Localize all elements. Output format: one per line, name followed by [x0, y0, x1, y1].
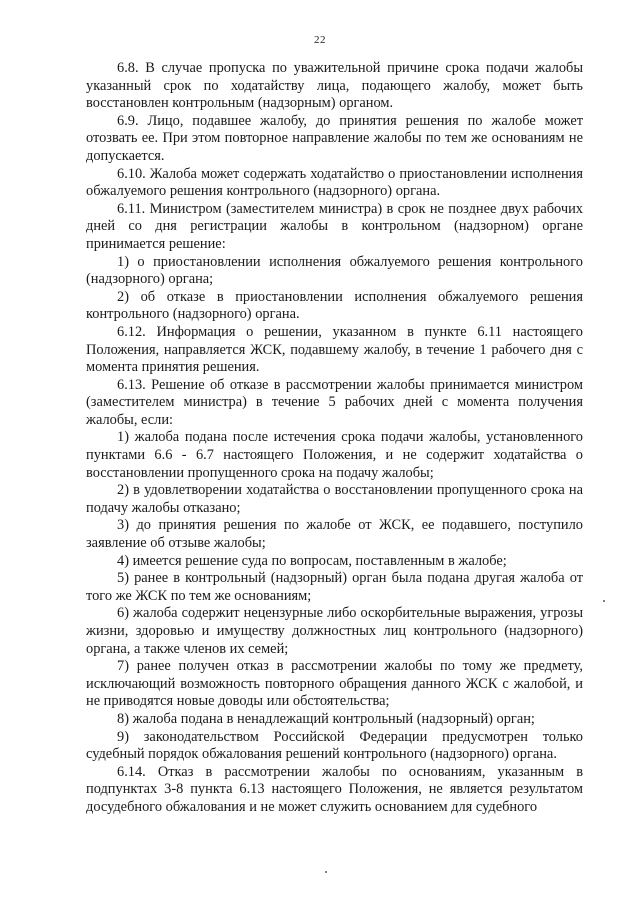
paragraph-6-13: 6.13. Решение об отказе в рассмотрении жалобы принимается министром (заместителем министра) в течение 5 рабочих дней с момента получения жалобы, если:: [86, 376, 583, 428]
paragraph-6-13-item-3: 3) до принятия решения по жалобе от ЖСК, ее подавшего, поступило заявление об отзыве жалобы;: [86, 517, 583, 552]
document-body: [86, 60, 583, 817]
paragraph-6-11-item-1: 1) о приостановлении исполнения обжалуемого решения контрольного (надзорного) органа;: [86, 253, 583, 288]
paragraph-6-11: 6.11. Министром (заместителем министра) в срок не позднее двух рабочих дней со дня регистрации жалобы в контрольном (надзорном) органе принимается решение:: [86, 200, 583, 252]
paragraph-6-11-item-2: 2) об отказе в приостановлении исполнения обжалуемого решения контрольного (надзорного) органа.: [86, 288, 583, 323]
paragraph-6-8: 6.8. В случае пропуска по уважительной причине срока подачи жалобы указанный срок по ходатайству лица, подающего жалобу, может быть восстановлен контрольным (надзорным) органом.: [86, 60, 583, 112]
paragraph-6-14: 6.14. Отказ в рассмотрении жалобы по основаниям, указанным в подпунктах 3-8 пункта 6.13 настоящего Положения, не является результатом досудебного обжалования и не может служить основанием для судебного: [86, 763, 583, 815]
page-number: 22: [314, 34, 326, 46]
paragraph-6-13-item-1: 1) жалоба подана после истечения срока подачи жалобы, установленного пунктами 6.6 - 6.7 настоящего Положения, и не содержит ходатайства о восстановлении пропущенного срока на подачу жалобы;: [86, 429, 583, 481]
paragraph-6-13-item-6: 6) жалоба содержит нецензурные либо оскорбительные выражения, угрозы жизни, здоровью и имуществу должностных лиц контрольного (надзорного) органа, а также членов их семей;: [86, 605, 583, 657]
paragraph-6-13-item-5: 5) ранее в контрольный (надзорный) орган была подана другая жалоба от того же ЖСК по тем же основаниям;: [86, 570, 583, 604]
paragraph-6-13-item-9: 9) законодательством Российской Федерации предусмотрен только судебный порядок обжалования решений контрольного (надзорного) органа.: [86, 728, 583, 763]
paragraph-6-13-item-4: 4) имеется решение суда по вопросам, поставленным в жалобе;: [117, 552, 507, 569]
paragraph-6-10: 6.10. Жалоба может содержать ходатайство о приостановлении исполнения обжалуемого решения контрольного (надзорного) органа.: [86, 165, 583, 200]
scan-speck: [603, 600, 605, 602]
paragraph-6-9: 6.9. Лицо, подавшее жалобу, до принятия решения по жалобе может отозвать ее. При этом повторное направление жалобы по тем же основаниям не допускается.: [86, 112, 583, 164]
paragraph-6-12: 6.12. Информация о решении, указанном в пункте 6.11 настоящего Положения, направляется ЖСК, подавшему жалобу, в течение 1 рабочего дня с момента принятия решения.: [86, 323, 583, 376]
paragraph-6-13-item-2: 2) в удовлетворении ходатайства о восстановлении пропущенного срока на подачу жалобы отказано;: [86, 482, 583, 516]
scan-speck: [325, 871, 327, 873]
paragraph-6-13-item-7: 7) ранее получен отказ в рассмотрении жалобы по тому же предмету, исключающий возможность повторного обращения данного ЖСК с жалобой, и не приводятся новые доводы или обстоятельства;: [86, 658, 583, 710]
paragraph-6-13-item-8: 8) жалоба подана в ненадлежащий контрольный (надзорный) орган;: [117, 710, 535, 727]
